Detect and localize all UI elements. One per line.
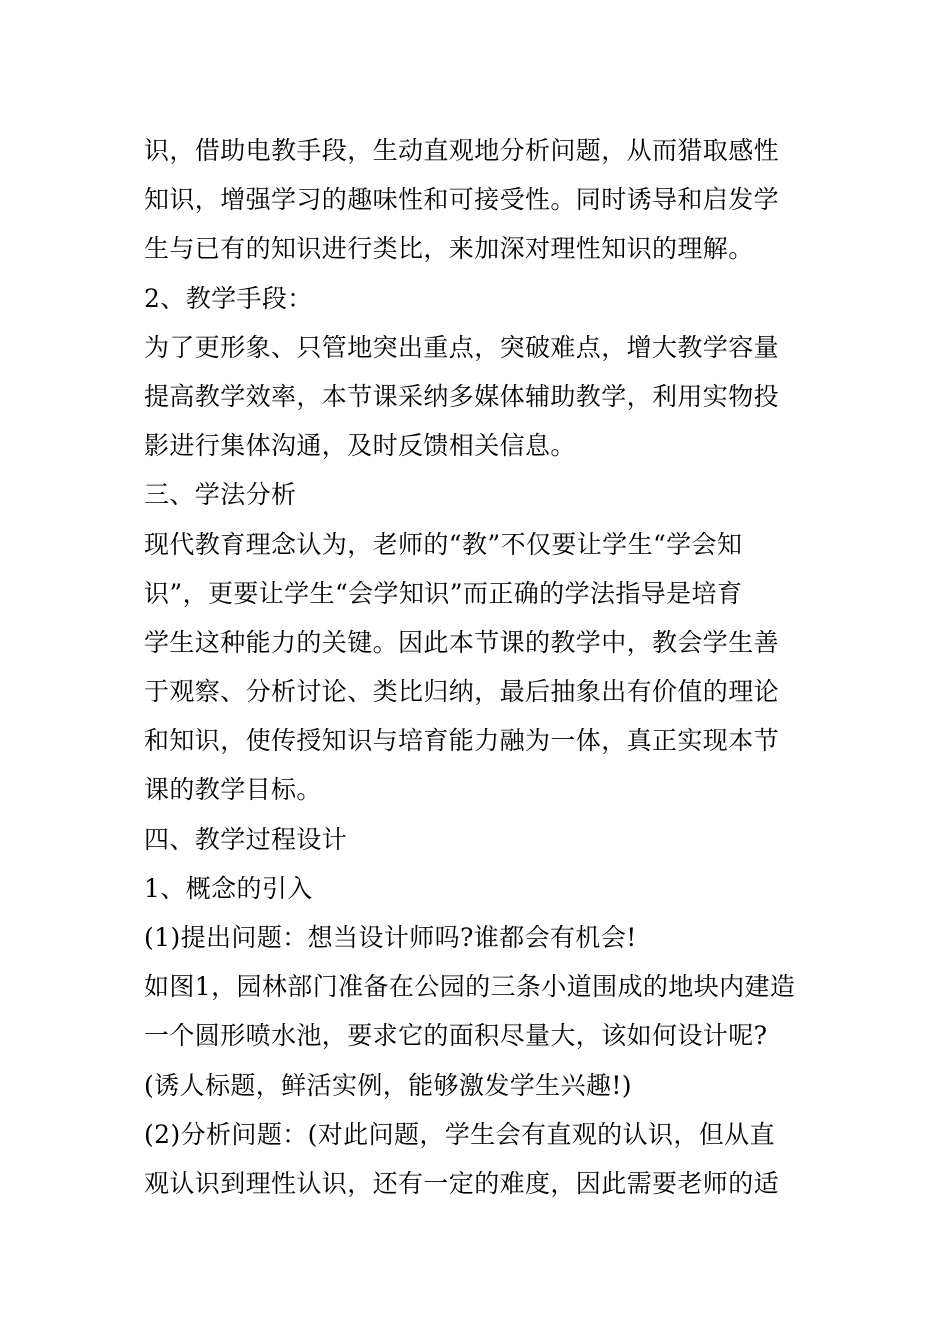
text-line: (诱人标题，鲜活实例，能够激发学生兴趣!) bbox=[144, 1070, 632, 1100]
text-line: 影进行集体沟通，及时反馈相关信息。 bbox=[144, 431, 576, 461]
text-line: 知识，增强学习的趣味性和可接受性。同时诱导和启发学 bbox=[144, 185, 780, 215]
document-body bbox=[144, 126, 814, 1208]
text-line: 课的教学目标。 bbox=[144, 775, 322, 805]
text-line: 一个圆形喷水池，要求它的面积尽量大，该如何设计呢? bbox=[144, 1021, 768, 1051]
section-heading: 1、概念的引入 bbox=[144, 873, 313, 903]
section-heading: 2、教学手段： bbox=[144, 283, 313, 313]
text-line: 观认识到理性认识，还有一定的难度，因此需要老师的适 bbox=[144, 1168, 780, 1198]
section-heading: 四、教学过程设计 bbox=[144, 824, 348, 854]
text-line: 如图1，园林部门准备在公园的三条小道围成的地块内建造 bbox=[144, 972, 796, 1002]
text-line: 生与已有的知识进行类比，来加深对理性知识的理解。 bbox=[144, 234, 754, 264]
text-line: 学生这种能力的关键。因此本节课的教学中，教会学生善 bbox=[144, 627, 780, 657]
text-line: (1)提出问题：想当设计师吗?谁都会有机会! bbox=[144, 923, 637, 952]
text-line: 现代教育理念认为，老师的“教”不仅要让学生“学会知 bbox=[144, 529, 743, 559]
text-line: 识，借助电教手段，生动直观地分析问题，从而猎取感性 bbox=[144, 136, 780, 165]
section-heading: 三、学法分析 bbox=[144, 480, 297, 510]
text-line: 和知识，使传授知识与培育能力融为一体，真正实现本节 bbox=[144, 726, 780, 756]
text-line: 于观察、分析讨论、类比归纳，最后抽象出有价值的理论 bbox=[144, 677, 780, 707]
text-line: 为了更形象、只管地突出重点，突破难点，增大教学容量 bbox=[144, 332, 780, 362]
text-line: 识”，更要让学生“会学知识”而正确的学法指导是培育 bbox=[144, 578, 743, 608]
text-line: 提高教学效率，本节课采纳多媒体辅助教学，利用实物投 bbox=[144, 381, 780, 411]
text-line: (2)分析问题：(对此问题，学生会有直观的认识，但从直 bbox=[144, 1119, 775, 1149]
